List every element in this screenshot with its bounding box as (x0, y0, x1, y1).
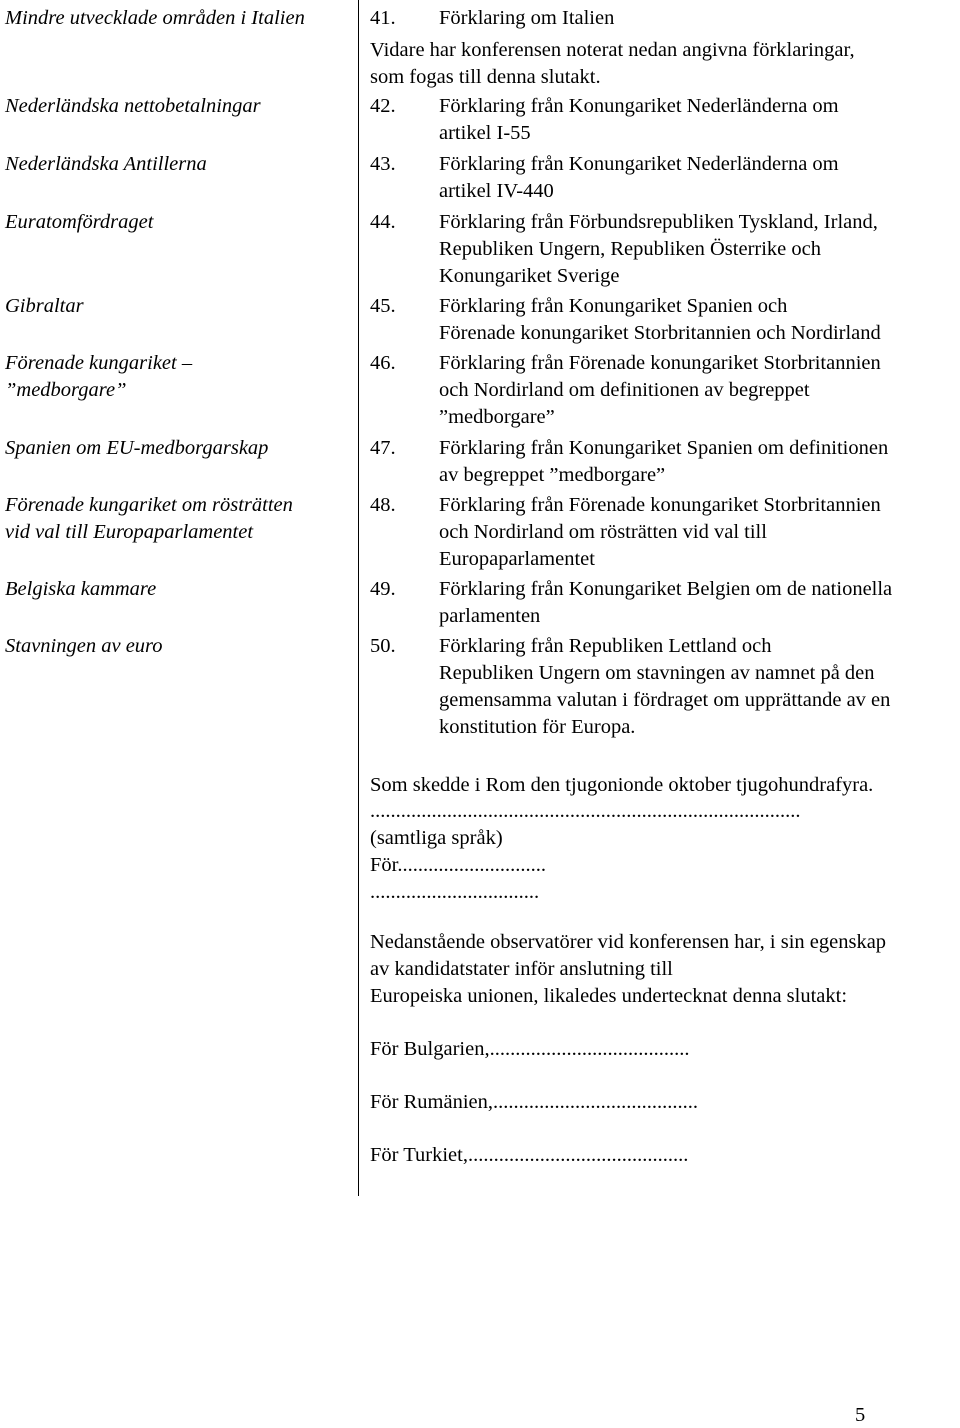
declaration-48-title-3: Europaparlamentet (439, 548, 595, 570)
signatory-rumanien: För Rumänien,........................................ (370, 1091, 698, 1113)
margin-note-medborgare-2: ”medborgare” (5, 379, 127, 401)
margin-note-belgiska: Belgiska kammare (5, 578, 157, 600)
declaration-50-title-2: Republiken Ungern om stavningen av namnet på den (439, 662, 875, 684)
declaration-42-number: 42. (370, 95, 396, 117)
margin-note-antillerna: Nederländska Antillerna (5, 153, 207, 175)
declaration-47-title-1: Förklaring från Konungariket Spanien om definitionen (439, 437, 889, 459)
declaration-49-title-1: Förklaring från Konungariket Belgien om de nationella (439, 578, 893, 600)
observers-line-1: Nedanstående observatörer vid konferensen har, i sin egenskap (370, 931, 887, 953)
declaration-45-title-2: Förenade konungariket Storbritannien och Nordirland (439, 322, 881, 344)
margin-note-italien: Mindre utvecklade områden i Italien (5, 7, 305, 29)
declaration-50-title-3: gemensamma valutan i fördraget om upprättande av en (439, 689, 891, 711)
declaration-50-title-1: Förklaring från Republiken Lettland och (439, 635, 772, 657)
declaration-47-title-2: av begreppet ”medborgare” (439, 464, 666, 486)
declaration-45-number: 45. (370, 295, 396, 317)
declaration-44-number: 44. (370, 211, 396, 233)
dotted-line: .................................................................................... (370, 800, 801, 822)
declaration-49-title-2: parlamenten (439, 605, 541, 627)
observers-line-3: Europeiska unionen, likaledes undertecknat denna slutakt: (370, 985, 848, 1007)
declaration-46-title-3: ”medborgare” (439, 406, 555, 428)
place-date: Som skedde i Rom den tjugonionde oktober tjugohundrafyra. (370, 774, 874, 796)
signatory-bulgarien: För Bulgarien,....................................... (370, 1038, 690, 1060)
declaration-46-number: 46. (370, 352, 396, 374)
signatory-turkiet: För Turkiet,........................................... (370, 1144, 689, 1166)
declaration-49-number: 49. (370, 578, 396, 600)
declaration-44-title-1: Förklaring från Förbundsrepubliken Tyskland, Irland, (439, 211, 878, 233)
declaration-41-title: Förklaring om Italien (439, 7, 615, 29)
declaration-46-title-2: och Nordirland om definitionen av begreppet (439, 379, 810, 401)
observers-line-2: av kandidatstater inför anslutning till (370, 958, 673, 980)
declaration-50-number: 50. (370, 635, 396, 657)
intro-line-2: som fogas till denna slutakt. (370, 66, 601, 88)
intro-line-1: Vidare har konferensen noterat nedan angivna förklaringar, (370, 39, 855, 61)
declaration-43-title-1: Förklaring från Konungariket Nederländerna om (439, 153, 839, 175)
for-line: För............................. (370, 854, 546, 876)
dotted-line-2: ................................. (370, 881, 540, 903)
declaration-43-title-2: artikel IV-440 (439, 180, 554, 202)
margin-note-rostratten-2: vid val till Europaparlamentet (5, 521, 254, 543)
margin-note-euratom: Euratomfördraget (5, 211, 154, 233)
margin-note-gibraltar: Gibraltar (5, 295, 84, 317)
declaration-42-title-1: Förklaring från Konungariket Nederländerna om (439, 95, 839, 117)
declaration-50-title-4: konstitution för Europa. (439, 716, 636, 738)
page-number: 5 (855, 1404, 866, 1426)
declaration-43-number: 43. (370, 153, 396, 175)
margin-note-nettobetalningar: Nederländska nettobetalningar (5, 95, 261, 117)
column-divider (358, 0, 359, 1196)
margin-note-medborgare-1: Förenade kungariket – (5, 352, 193, 374)
declaration-45-title-1: Förklaring från Konungariket Spanien och (439, 295, 788, 317)
declaration-42-title-2: artikel I-55 (439, 122, 531, 144)
declaration-44-title-3: Konungariket Sverige (439, 265, 620, 287)
declaration-41-number: 41. (370, 7, 396, 29)
languages-note: (samtliga språk) (370, 827, 503, 849)
declaration-48-number: 48. (370, 494, 396, 516)
declaration-48-title-2: och Nordirland om rösträtten vid val till (439, 521, 767, 543)
declaration-48-title-1: Förklaring från Förenade konungariket Storbritannien (439, 494, 881, 516)
declaration-44-title-2: Republiken Ungern, Republiken Österrike och (439, 238, 822, 260)
margin-note-eu-medborgarskap: Spanien om EU-medborgarskap (5, 437, 269, 459)
margin-note-rostratten-1: Förenade kungariket om rösträtten (5, 494, 293, 516)
margin-note-euro: Stavningen av euro (5, 635, 163, 657)
declaration-47-number: 47. (370, 437, 396, 459)
declaration-46-title-1: Förklaring från Förenade konungariket Storbritannien (439, 352, 881, 374)
